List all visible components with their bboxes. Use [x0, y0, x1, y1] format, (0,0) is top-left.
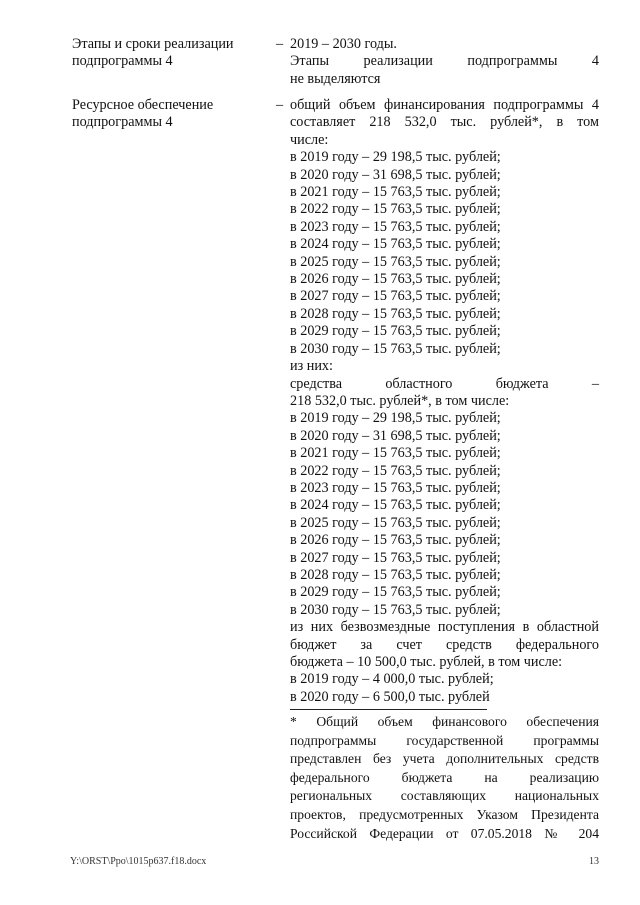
- stages-label-line-1: Этапы и сроки реализации: [72, 36, 234, 52]
- resources-label-line-2: подпрограммы 4: [72, 114, 173, 131]
- resources-label: [72, 97, 262, 132]
- total-year-item: в 2025 году – 15 763,5 тыс. рублей;: [290, 253, 501, 270]
- of-them-label: из них:: [290, 358, 333, 375]
- total-year-item: в 2026 году – 15 763,5 тыс. рублей;: [290, 271, 501, 288]
- total-year-item: в 2029 году – 15 763,5 тыс. рублей;: [290, 323, 501, 340]
- regional-year-item: в 2030 году – 15 763,5 тыс. рублей;: [290, 601, 501, 618]
- regional-year-item: в 2020 году – 31 698,5 тыс. рублей;: [290, 427, 501, 444]
- total-years-list: [290, 149, 599, 358]
- regional-year-item: в 2025 году – 15 763,5 тыс. рублей;: [290, 514, 501, 531]
- stages-dash: –: [276, 36, 284, 52]
- footnote-line: * Общий объем финансового обеспечения: [290, 714, 599, 729]
- total-intro-line-2: составляет 218 532,0 тыс. рублей*, в том: [290, 114, 599, 131]
- regional-year-item: в 2029 году – 15 763,5 тыс. рублей;: [290, 584, 501, 601]
- footnote: [290, 713, 599, 843]
- resources-content: [290, 97, 599, 706]
- total-year-item: в 2019 году – 29 198,5 тыс. рублей;: [290, 149, 501, 166]
- footnote-line: региональных составляющих национальных: [290, 788, 599, 804]
- file-path-footer: Y:\ORST\Ppo\1015p637.f18.docx: [70, 856, 207, 867]
- footnote-line: подпрограммы государственной программы: [290, 732, 599, 748]
- federal-year-item: в 2019 году – 4 000,0 тыс. рублей;: [290, 671, 494, 688]
- regional-budget-line-2: 218 532,0 тыс. рублей*, в том числе:: [290, 392, 510, 409]
- regional-year-item: в 2023 году – 15 763,5 тыс. рублей;: [290, 479, 501, 496]
- regional-budget-line-1: средства областного бюджета –: [290, 375, 599, 392]
- stages-note-line-2: не выделяются: [290, 70, 381, 87]
- regional-year-item: в 2019 году – 29 198,5 тыс. рублей;: [290, 410, 501, 427]
- regional-years-list: [290, 410, 599, 619]
- total-year-item: в 2023 году – 15 763,5 тыс. рублей;: [290, 218, 501, 235]
- regional-year-item: в 2024 году – 15 763,5 тыс. рублей;: [290, 497, 501, 514]
- total-year-item: в 2021 году – 15 763,5 тыс. рублей;: [290, 184, 501, 201]
- total-year-item: в 2027 году – 15 763,5 тыс. рублей;: [290, 288, 501, 305]
- federal-transfer-line-3: бюджета – 10 500,0 тыс. рублей, в том числе:: [290, 654, 563, 670]
- regional-year-item: в 2027 году – 15 763,5 тыс. рублей;: [290, 549, 501, 566]
- total-year-item: в 2030 году – 15 763,5 тыс. рублей;: [290, 340, 501, 357]
- stages-period: 2019 – 2030 годы.: [290, 36, 397, 52]
- stages-label-line-2: подпрограммы 4: [72, 53, 173, 70]
- total-year-item: в 2024 году – 15 763,5 тыс. рублей;: [290, 236, 501, 253]
- footnote-line: проектов, предусмотренных Указом Президента: [290, 806, 599, 822]
- footnote-separator: [290, 709, 487, 710]
- resources-dash: –: [276, 97, 284, 113]
- regional-year-item: в 2022 году – 15 763,5 тыс. рублей;: [290, 462, 501, 479]
- total-intro-line-3: числе:: [290, 131, 329, 148]
- page-number: 13: [589, 856, 599, 867]
- resources-label-line-1: Ресурсное обеспечение: [72, 97, 214, 113]
- stages-note-line-1: Этапы реализации подпрограммы 4: [290, 53, 599, 70]
- total-year-item: в 2028 году – 15 763,5 тыс. рублей;: [290, 305, 501, 322]
- regional-year-item: в 2021 году – 15 763,5 тыс. рублей;: [290, 445, 501, 462]
- regional-year-item: в 2026 году – 15 763,5 тыс. рублей;: [290, 532, 501, 549]
- total-year-item: в 2020 году – 31 698,5 тыс. рублей;: [290, 166, 501, 183]
- stages-label: [72, 36, 262, 71]
- footnote-line: Российской Федерации от 07.05.2018 № 204: [290, 825, 599, 841]
- federal-transfer-line-1: из них безвозмездные поступления в областной: [290, 619, 599, 636]
- federal-year-item: в 2020 году – 6 500,0 тыс. рублей: [290, 688, 490, 705]
- footnote-line: федерального бюджета на реализацию: [290, 769, 599, 785]
- federal-years-list: [290, 671, 599, 706]
- total-intro-line-1: общий объем финансирования подпрограммы 4: [290, 97, 599, 113]
- federal-transfer-line-2: бюджет за счет средств федерального: [290, 636, 599, 653]
- regional-year-item: в 2028 году – 15 763,5 тыс. рублей;: [290, 566, 501, 583]
- footnote-line: представлен без учета дополнительных средств: [290, 751, 599, 767]
- total-year-item: в 2022 году – 15 763,5 тыс. рублей;: [290, 201, 501, 218]
- stages-content: [290, 36, 599, 88]
